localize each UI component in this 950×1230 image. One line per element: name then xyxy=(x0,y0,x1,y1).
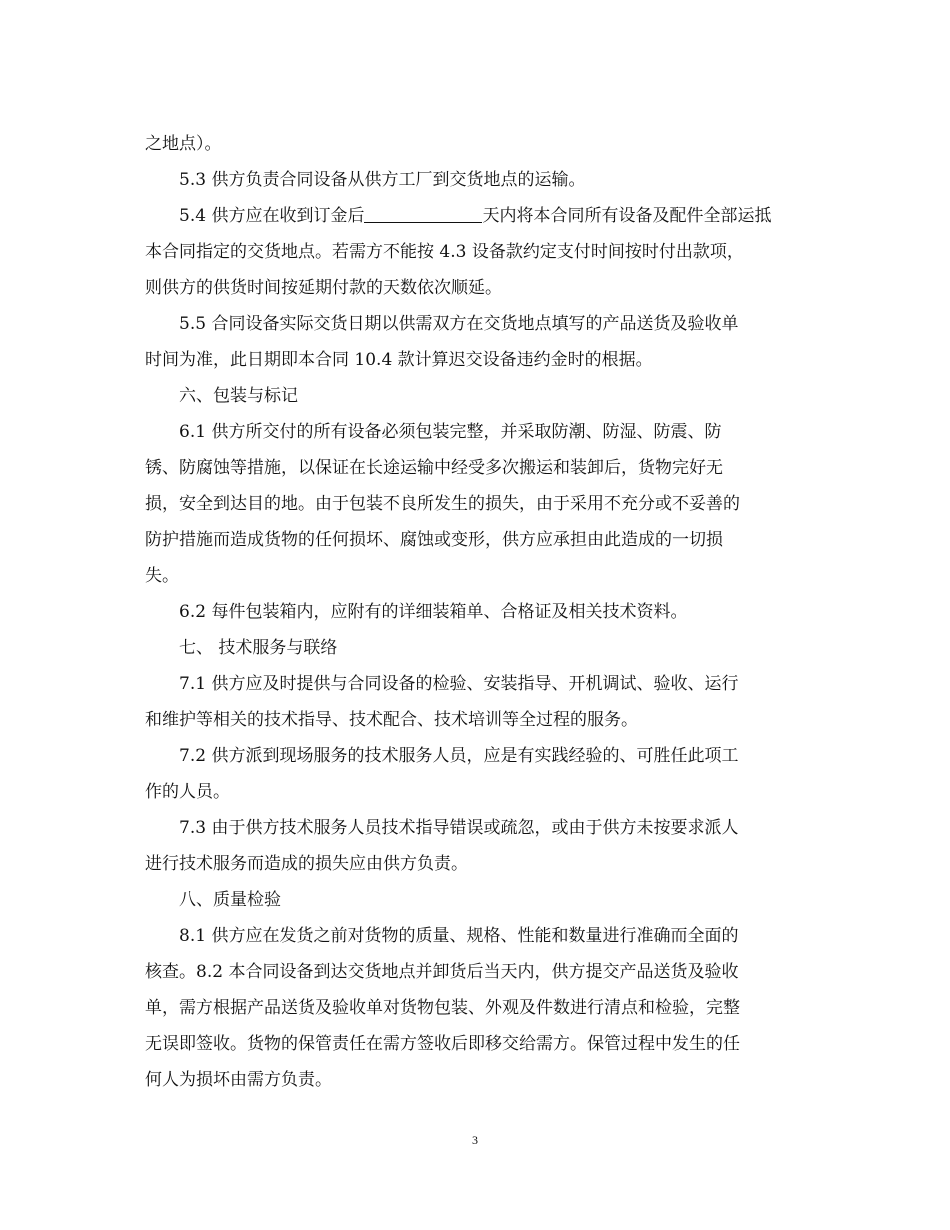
paragraph-line: 7.1 供方应及时提供与合同设备的检验、安装指导、开机调试、验收、运行 xyxy=(179,674,739,694)
paragraph-line: 和维护等相关的技术指导、技术配合、技术培训等全过程的服务。 xyxy=(145,710,638,730)
paragraph-line: 6.2 每件包装箱内，应附有的详细装箱单、合格证及相关技术资料。 xyxy=(179,602,688,622)
paragraph-line: 防护措施而造成货物的任何损坏、腐蚀或变形，供方应承担由此造成的一切损 xyxy=(145,530,723,550)
paragraph-line: 失。 xyxy=(145,566,179,586)
paragraph-line: 锈、防腐蚀等措施，以保证在长途运输中经受多次搬运和装卸后，货物完好无 xyxy=(145,458,723,478)
page-number: 3 xyxy=(472,1133,478,1147)
paragraph-line: 无误即签收。货物的保管责任在需方签收后即移交给需方。保管过程中发生的任 xyxy=(145,1034,740,1054)
paragraph-line: 时间为准，此日期即本合同 10.4 款计算迟交设备违约金时的根据。 xyxy=(145,350,653,370)
section-heading: 七、 技术服务与联络 xyxy=(179,638,338,658)
text-segment: 天内将本合同所有设备及配件全部运抵 xyxy=(482,206,772,226)
paragraph-line: 本合同指定的交货地点。若需方不能按 4.3 设备款约定支付时间按时付出款项， xyxy=(145,242,744,262)
paragraph-line: 8.1 供方应在发货之前对货物的质量、规格、性能和数量进行准确而全面的 xyxy=(179,926,739,946)
paragraph-line: 之地点）。 xyxy=(145,134,222,154)
paragraph-line: 5.5 合同设备实际交货日期以供需双方在交货地点填写的产品送货及验收单 xyxy=(179,314,739,334)
section-heading: 六、包装与标记 xyxy=(179,386,298,406)
paragraph-line: 则供方的供货时间按延期付款的天数依次顺延。 xyxy=(145,278,502,298)
paragraph-line: 5.3 供方负责合同设备从供方工厂到交货地点的运输。 xyxy=(179,170,586,190)
paragraph-line: 6.1 供方所交付的所有设备必须包装完整，并采取防潮、防湿、防震、防 xyxy=(179,422,722,442)
paragraph-line: 作的人员。 xyxy=(145,782,230,802)
document-body xyxy=(145,126,800,1098)
text-segment: 5.4 供方应在收到订金后 xyxy=(179,206,365,226)
paragraph-line: 核查。8.2 本合同设备到达交货地点并卸货后当天内，供方提交产品送货及验收 xyxy=(145,962,739,982)
section-heading: 八、质量检验 xyxy=(179,890,281,910)
paragraph-line: 何人为损坏由需方负责。 xyxy=(145,1070,332,1090)
paragraph-line: 损，安全到达目的地。由于包装不良所发生的损失，由于采用不充分或不妥善的 xyxy=(145,494,740,514)
fill-in-blank xyxy=(364,200,482,223)
paragraph-line: 单，需方根据产品送货及验收单对货物包装、外观及件数进行清点和检验，完整 xyxy=(145,998,740,1018)
paragraph-line xyxy=(145,198,800,234)
paragraph-line: 进行技术服务而造成的损失应由供方负责。 xyxy=(145,854,468,874)
paragraph-line: 7.2 供方派到现场服务的技术服务人员，应是有实践经验的、可胜任此项工 xyxy=(179,746,739,766)
paragraph-line: 7.3 由于供方技术服务人员技术指导错误或疏忽，或由于供方未按要求派人 xyxy=(179,818,739,838)
